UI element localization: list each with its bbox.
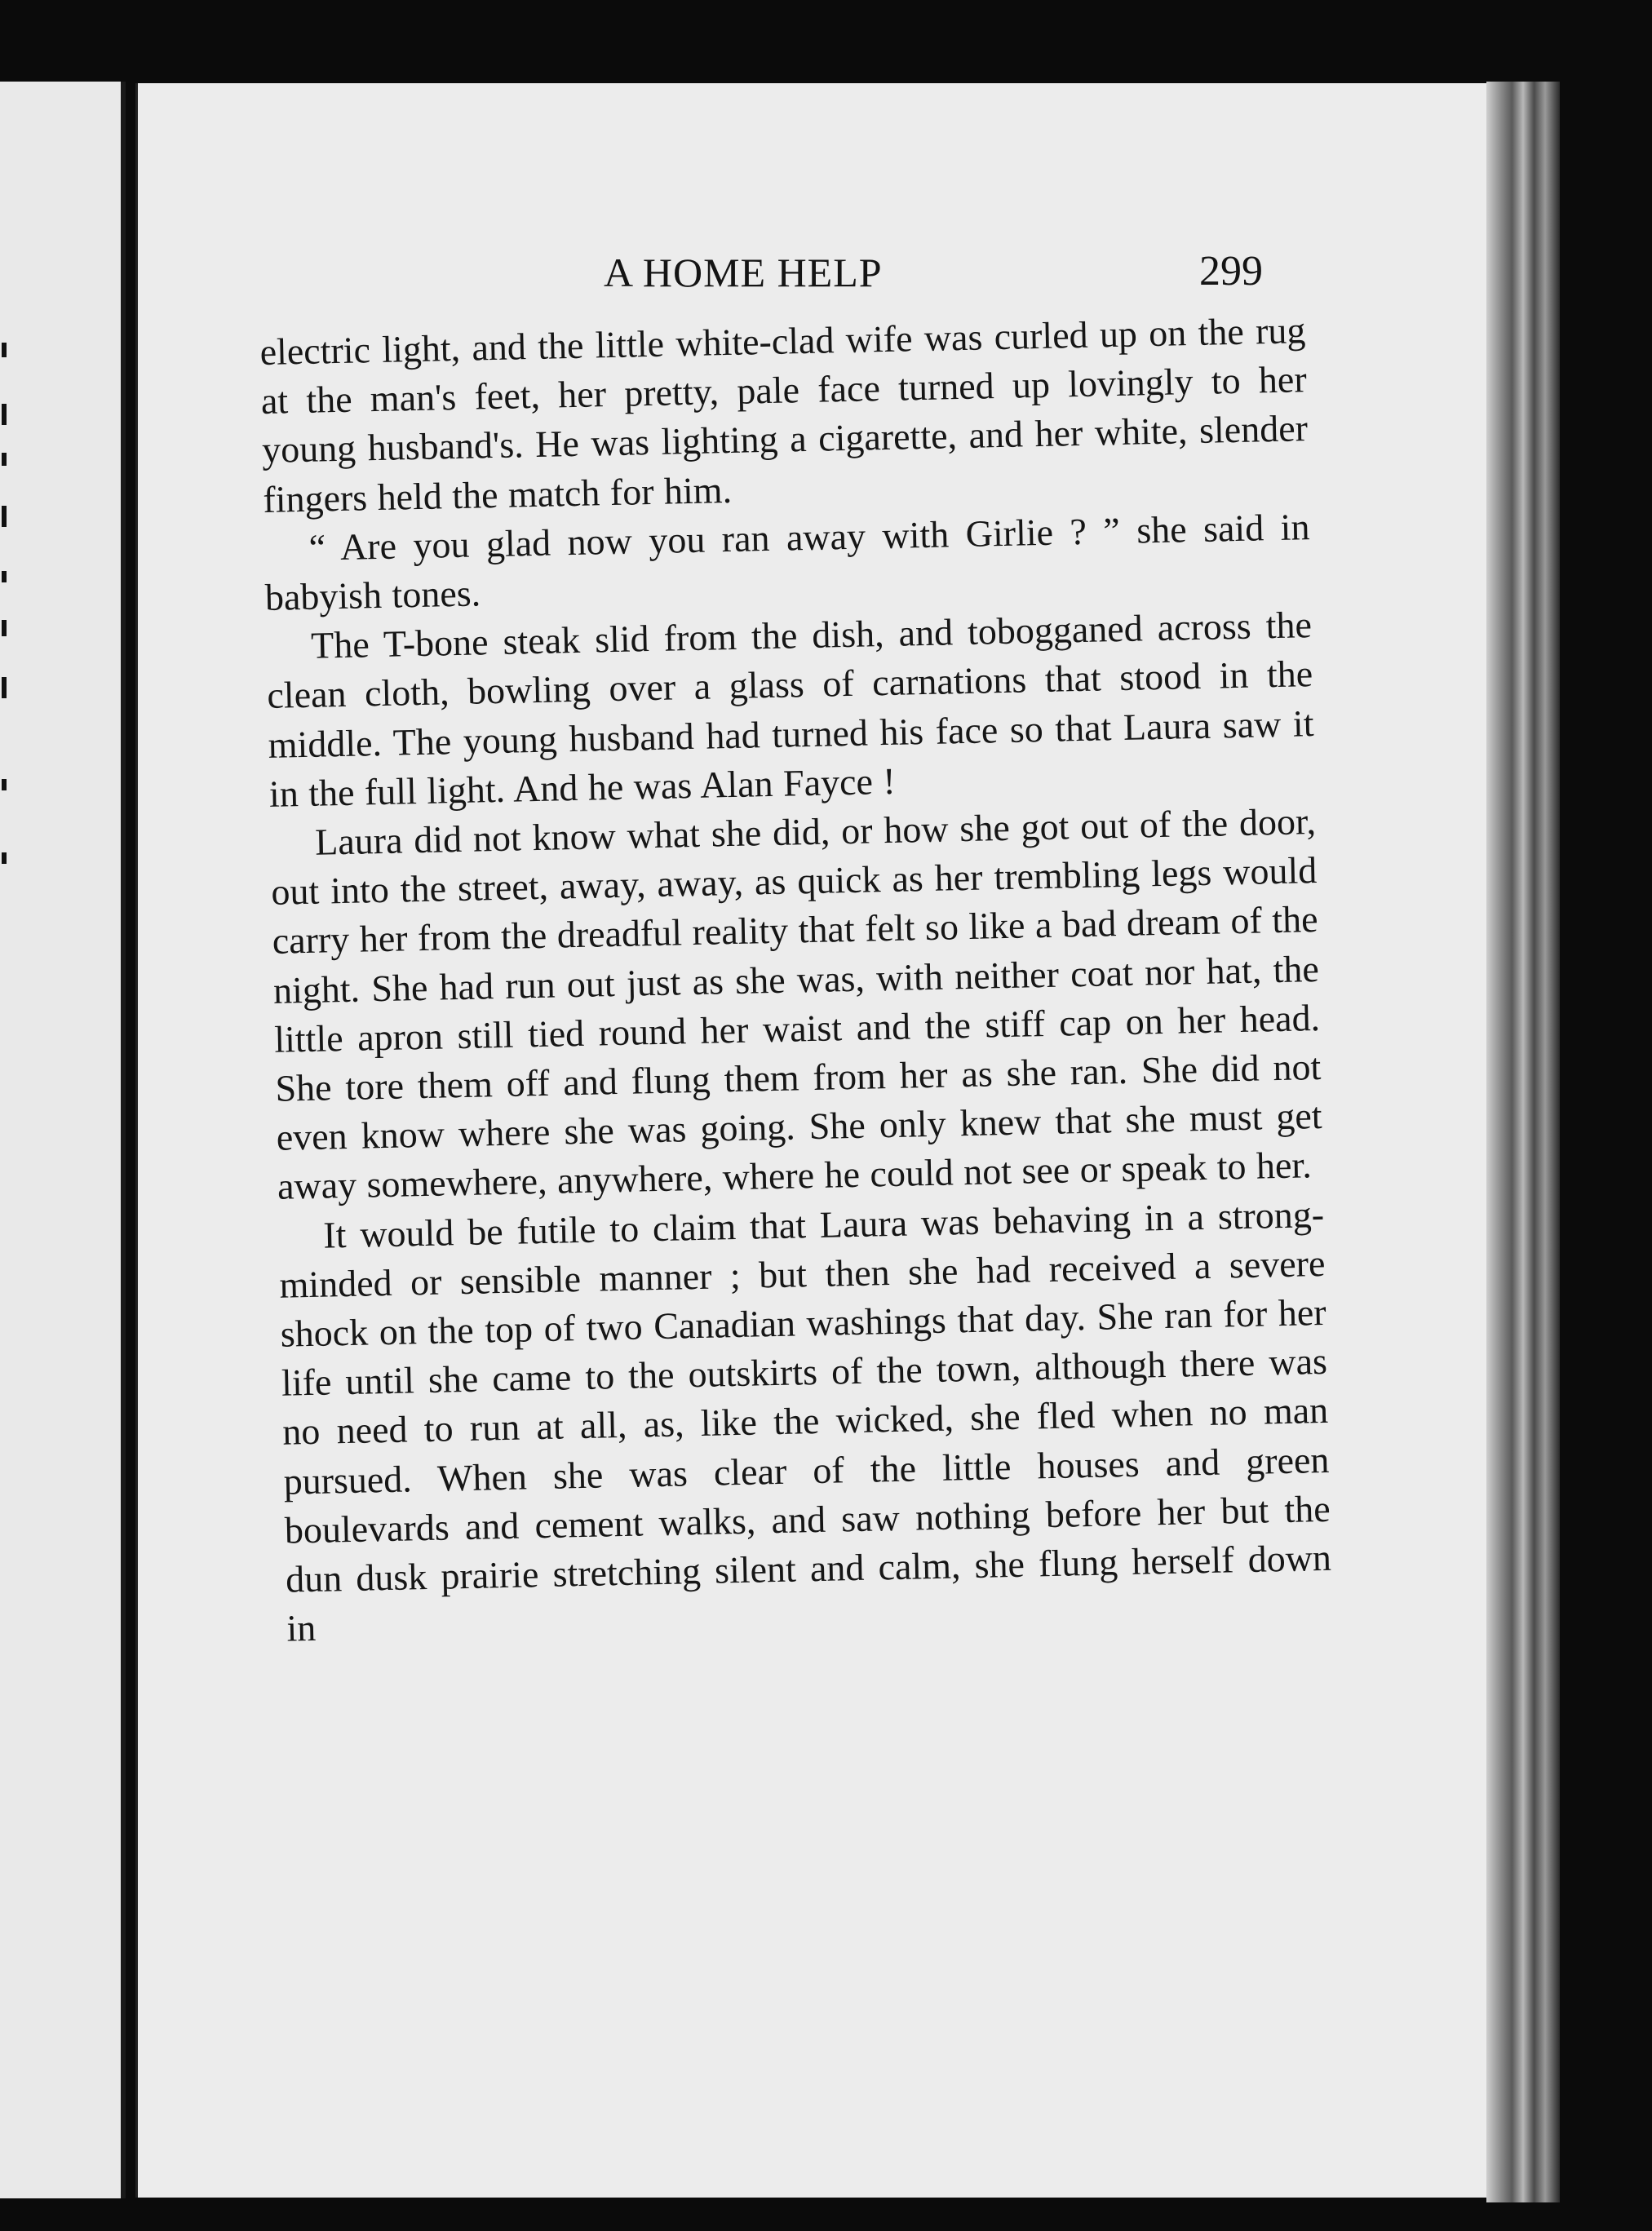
bleed-mark	[2, 453, 7, 466]
bleed-mark	[2, 404, 7, 425]
bleed-mark	[2, 506, 7, 527]
bleed-mark	[2, 571, 7, 582]
paragraph: electric light, and the little white-clad wife was curled up on the rug at the man's feet, her pretty, pale face turned up lovingly to her young husband's. He was lighting a cigarette, and her white, slender fingers held the match for him.	[259, 309, 1309, 520]
bleed-mark	[2, 343, 7, 357]
paragraph: It would be futile to claim that Laura was behaving in a strong-minded or sensible manner ; but then she had received a severe shock on the top of two Canadian washings that day. She ran for her life until she came to the outskirts of the town, although there was no need to run at all, as, like the wicked, she fled when no man pursued. When she was clear of the little houses and green boulevards and cement walks, and saw nothing before her but the dun dusk prairie stretching silent and calm, she flung herself down in	[279, 1193, 1332, 1649]
facing-page-edge	[0, 82, 126, 2198]
paragraph: Laura did not know what she did, or how she got out of the door, out into the street, away, away, as quick as her trembling legs would carry her from the dreadful reality that felt so like a bad dream of the night. She had run out just as she was, with neither coat nor hat, the little apron still tied round her waist and the stiff cap on her head. She tore them off and flung them from her as she ran. She did not even know where she was going. She only knew that she must get away somewhere, anywhere, where he could not see or speak to her.	[270, 800, 1323, 1208]
running-head: A HOME HELP	[604, 250, 883, 295]
body-text	[259, 306, 1333, 1653]
page-number: 299	[1199, 248, 1263, 294]
paragraph: “ Are you glad now you ran away with Girlie ? ” she said in babyish tones.	[264, 505, 1310, 618]
bleed-mark	[2, 779, 7, 790]
bleed-mark	[2, 677, 7, 698]
bleed-mark	[2, 620, 7, 636]
book-fore-edge	[1486, 82, 1560, 2202]
bleed-mark	[2, 852, 7, 864]
paragraph: The T-bone steak slid from the dish, and tobogganed across the clean cloth, bowling over a glass of carnations that stood in the middle. The young husband had turned his face so that Laura saw it in the full light. And he was Alan Fayce !	[266, 604, 1314, 815]
